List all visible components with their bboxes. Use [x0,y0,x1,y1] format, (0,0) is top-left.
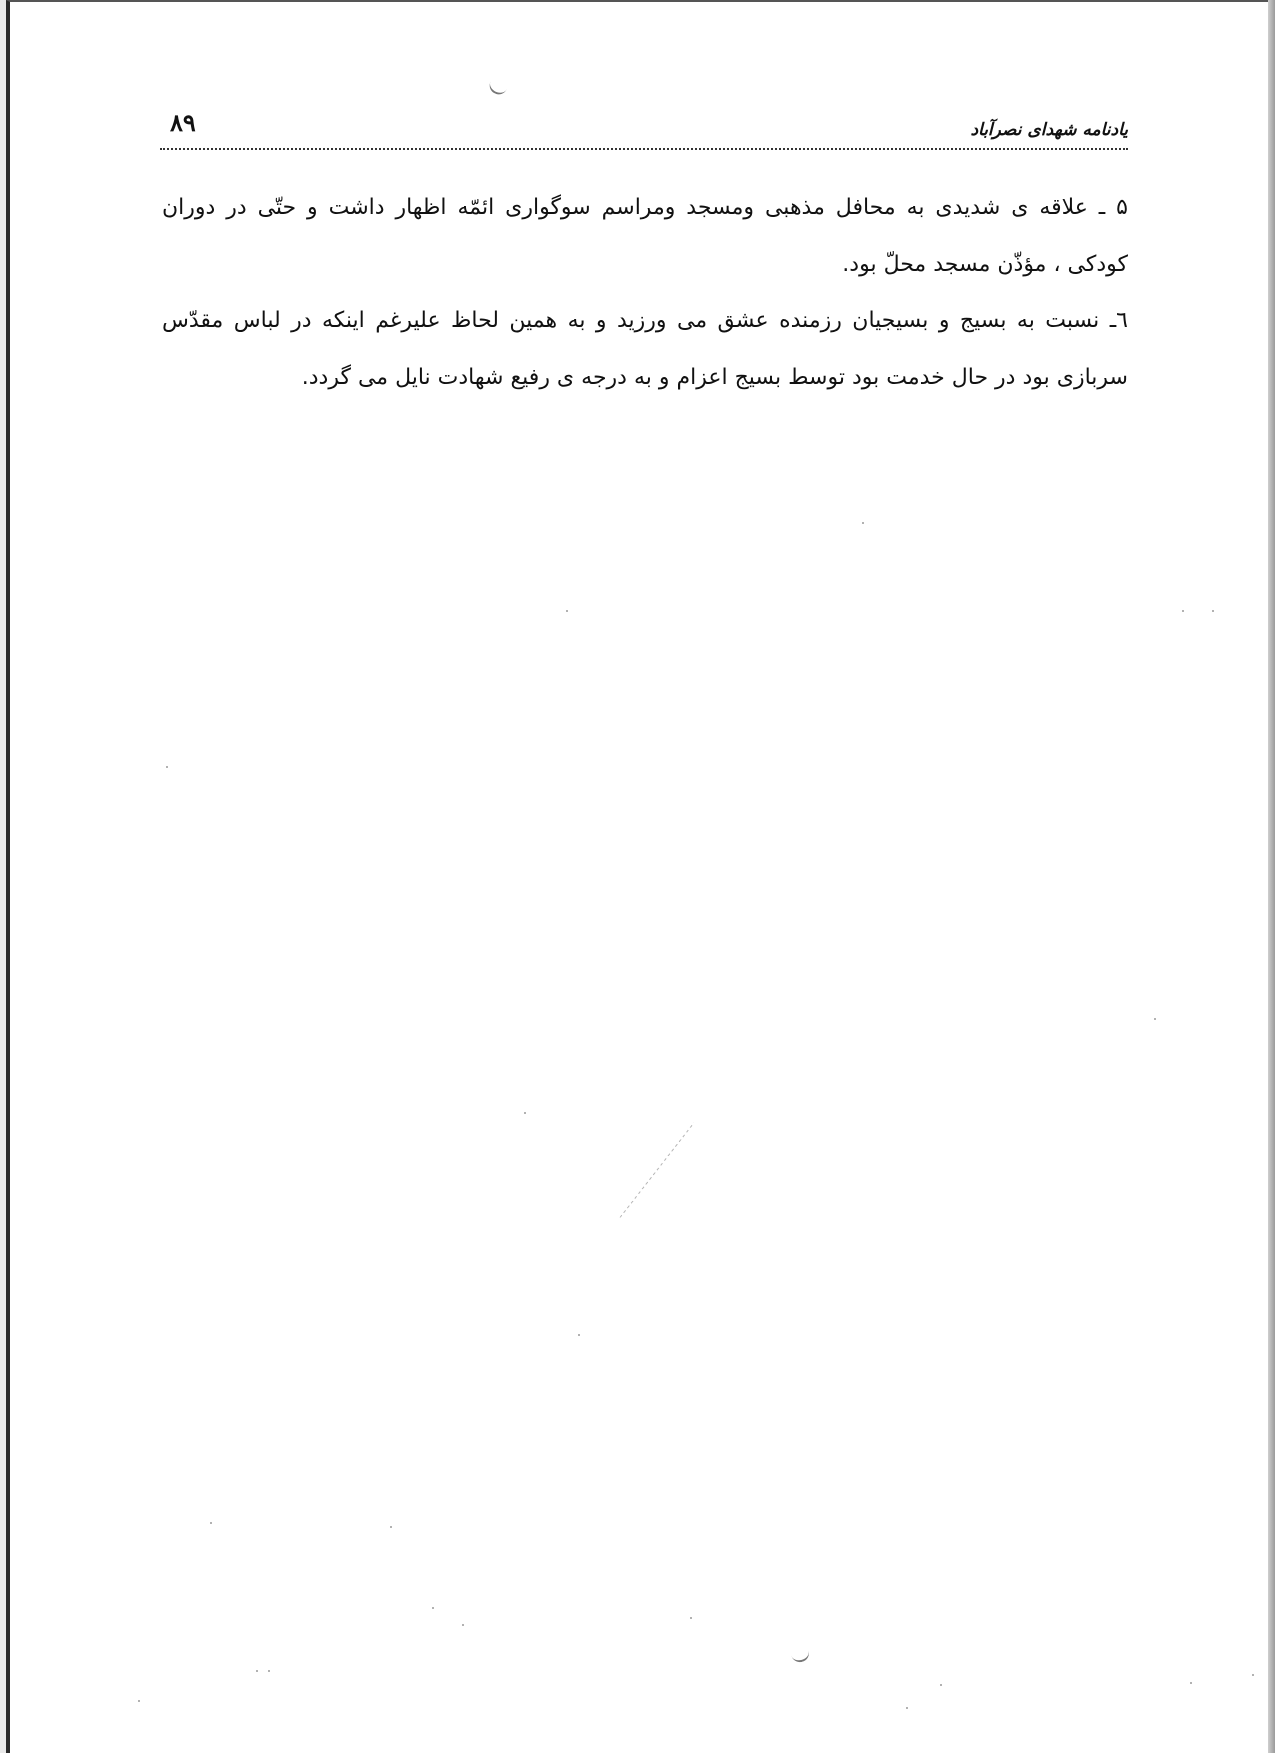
scan-speck [940,1684,942,1686]
scan-speck [1154,1018,1156,1020]
scan-mark [487,81,508,98]
scan-edge [1268,0,1275,1753]
scan-speck [268,1670,270,1672]
scan-mark [791,1650,811,1664]
page-number: ۸۹ [170,108,196,137]
paragraph-item-5: ۵ ـ علاقه ی شدیدی به محافل مذهبی ومسجد ومراسم سوگواری ائمّه اظهار داشت و حتّی در دوران کودکی ، مؤذّن مسجد محلّ بود. [162,195,1128,277]
scan-speck [1212,610,1214,612]
paragraph-item-6: ٦ـ نسبت به بسیج و بسیجیان رزمنده عشق می ورزید و به همین لحاظ علیرغم اینکه در لباس مقدّس سربازی بود در حال خدمت بود توسط بسیج اعزام و به درجه ی رفیع شهادت نایل می گردد. [162,308,1128,390]
scan-speck [210,1522,212,1524]
page-header [160,102,1128,150]
document-page [6,0,1268,1753]
scan-speck [1190,1682,1192,1684]
scan-speck [524,1112,526,1114]
running-title: یادنامه شهدای نصرآباد [970,120,1128,140]
scan-speck [578,1334,580,1336]
scan-speck [1182,610,1184,612]
scan-speck [906,1707,908,1709]
scan-speck [690,1617,692,1619]
scan-scratch [620,1123,695,1218]
scan-speck [566,610,568,612]
scan-speck [462,1624,464,1626]
scan-speck [1252,1674,1254,1676]
scan-speck [166,766,168,768]
scan-speck [256,1670,258,1672]
scan-speck [390,1526,392,1528]
scan-speck [432,1607,434,1609]
scan-speck [138,1700,140,1702]
scan-speck [862,522,864,524]
body-text [162,180,1128,406]
